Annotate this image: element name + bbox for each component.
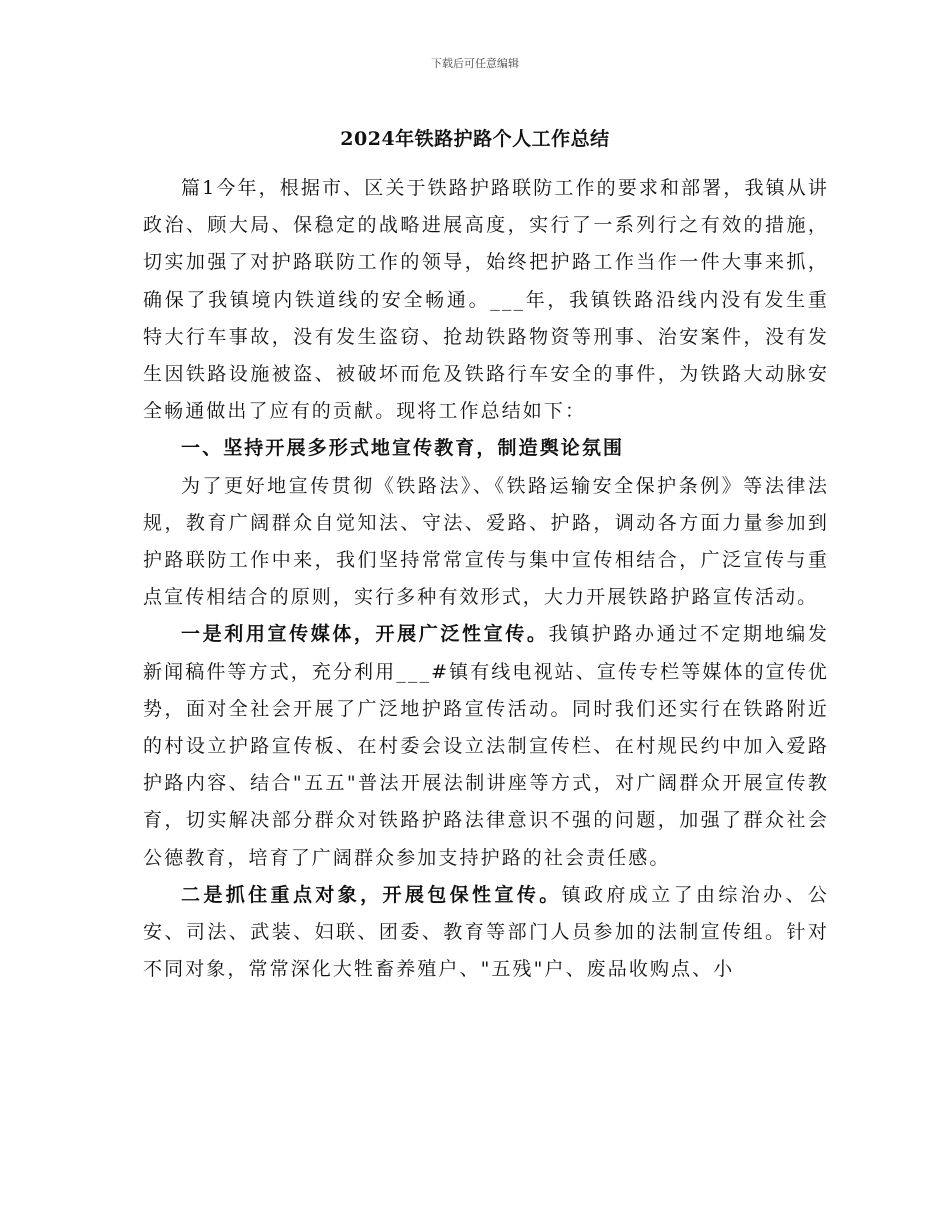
point-2-body: 镇政府成立了由综治办、公安、司法、武装、妇联、团委、教育等部门人员参加的法制宣传组。针对不同对象，常常深化大牲畜养殖户、"五残"户、废品收购点、小 <box>143 883 830 981</box>
document-body <box>143 170 829 988</box>
point-2-lead: 二是抓住重点对象，开展包保性宣传。 <box>181 883 562 906</box>
section-heading-1: 一、坚持开展多形式地宣传教育，制造舆论氛围 <box>181 437 625 460</box>
paragraph-point-2 <box>143 877 829 989</box>
paragraph-section-1: 为了更好地宣传贯彻《铁路法》、《铁路运输安全保护条例》等法律法规，教育广阔群众自觉知法、守法、爱路、护路，调动各方面力量参加到护路联防工作中来，我们坚持常常宣传与集中宣传相结合，广泛宣传与重点宣传相结合的原则，实行多种有效形式，大力开展铁路护路宣传活动。 <box>143 474 829 609</box>
header-note: 下载后可任意编辑 <box>431 57 519 70</box>
paragraph-point-1 <box>143 616 829 876</box>
paragraph-intro: 篇1今年，根据市、区关于铁路护路联防工作的要求和部署，我镇从讲政治、顾大局、保稳定的战略进展高度，实行了一系列行之有效的措施，切实加强了对护路联防工作的领导，始终把护路工作当作一件大事来抓，确保了我镇境内铁道线的安全畅通。___年，我镇铁路沿线内没有发生重特大行车事故，没有发生盗窃、抢劫铁路物资等刑事、治安案件，没有发生因铁路设施被盗、被破坏而危及铁路行车安全的事件，为铁路大动脉安全畅通做出了应有的贡献。现将工作总结如下： <box>143 177 829 423</box>
point-1-body: 我镇护路办通过不定期地编发新闻稿件等方式，充分利用___#镇有线电视站、宣传专栏等媒体的宣传优势，面对全社会开展了广泛地护路宣传活动。同时我们还实行在铁路附近的村设立护路宣传板、在村委会设立法制宣传栏、在村规民约中加入爱路护路内容、结合"五五"普法开展法制讲座等方式，对广阔群众开展宣传教育，切实解决部分群众对铁路护路法律意识不强的问题，加强了群众社会公德教育，培育了广阔群众参加支持护路的社会责任感。 <box>143 623 830 869</box>
point-1-lead: 一是利用宣传媒体，开展广泛性宣传。 <box>181 623 549 646</box>
document-title: 2024年铁路护路个人工作总结 <box>340 128 610 150</box>
